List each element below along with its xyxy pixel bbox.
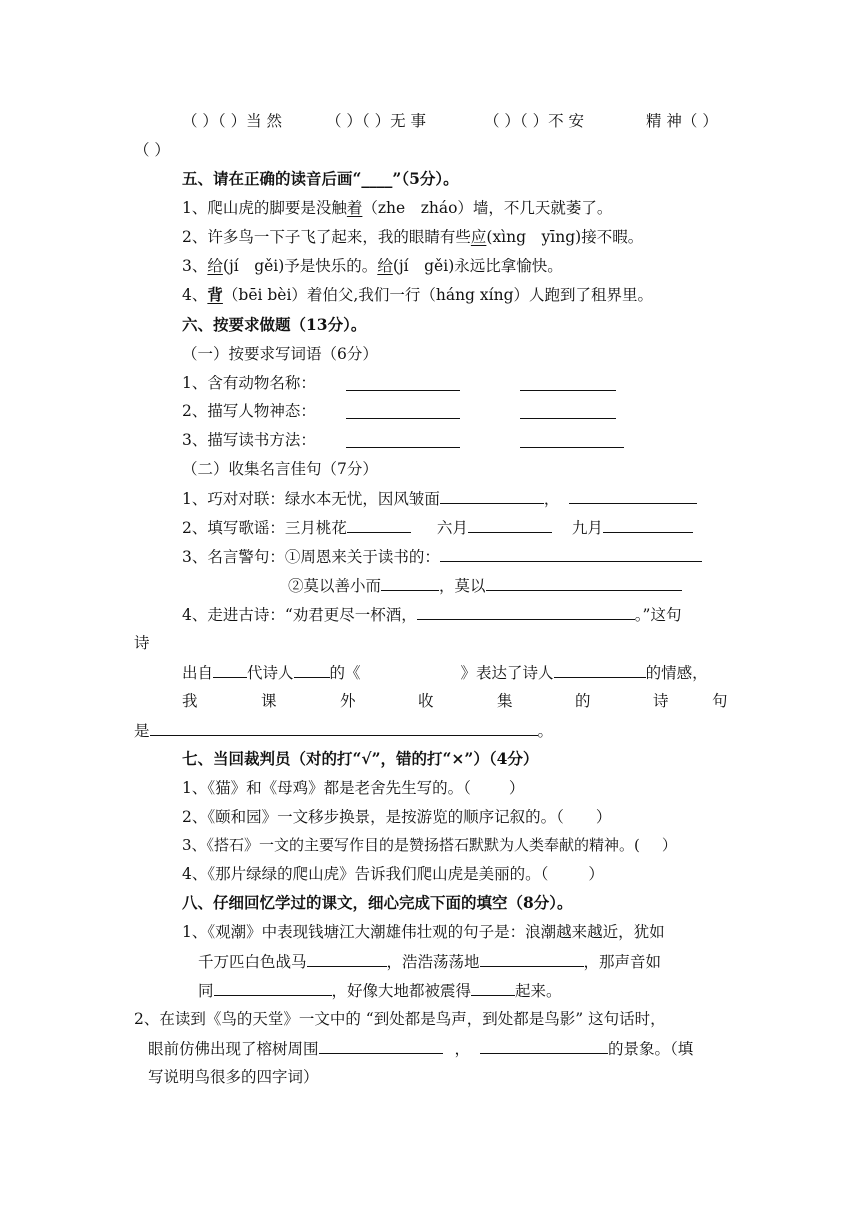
answer-blank[interactable] xyxy=(346,447,460,448)
s6-poem-wrap: 诗 xyxy=(134,634,150,652)
answer-blank[interactable] xyxy=(346,418,460,419)
paren-wrap: （ ） xyxy=(134,141,170,159)
paren-item-3: （ ）（ ）不 安 xyxy=(484,112,585,130)
s7-judge-1: 1、《猫》和《母鸡》都是老舍先生写的。（ ） xyxy=(182,779,525,797)
s8-q1-line2: 千万匹白色战马 ，浩浩荡荡地 ，那声音如 xyxy=(198,950,661,973)
section-7-title: 七、当回裁判员（对的打“√”，错的打“×”）（4分） xyxy=(182,749,539,768)
s6-quote-2: ②莫以善小而 ，莫以 xyxy=(288,574,682,597)
answer-blank[interactable] xyxy=(346,390,460,391)
section-5-title: 五、请在正确的读音后画“____”（5分）。 xyxy=(182,169,459,188)
s6-sub2: （二）收集名言佳句（7分） xyxy=(182,460,378,478)
s6-word-2: 2、描写人物神态： xyxy=(182,402,316,420)
s5-q4: 4、背（bēi bèi）着伯父,我们一行（háng xíng）人跑到了租界里。 xyxy=(182,285,654,304)
s5-q3: 3、给(jí gěi)予是快乐的。给(jí gěi)永远比拿愉快。 xyxy=(182,257,563,275)
s6-ballad: 2、填写歌谣：三月桃花 六月 九月 xyxy=(182,516,693,539)
s5-q2: 2、许多鸟一下子飞了起来，我的眼睛有些应(xìng yīng)接不暇。 xyxy=(182,228,644,246)
answer-blank[interactable] xyxy=(520,447,624,448)
s8-q1-line3: 同 ，好像大地都被震得 起来。 xyxy=(198,979,562,1002)
s6-collect-answer: 是 。 xyxy=(134,719,553,742)
s8-q1-line1: 1、《观潮》中表现钱塘江大潮雄伟壮观的句子是：浪潮越来越近，犹如 xyxy=(182,923,665,941)
s6-poem: 4、走进古诗：“劝君更尽一杯酒， 。”这句 xyxy=(182,603,681,626)
section-8-title: 八、仔细回忆学过的课文，细心完成下面的填空（8分）。 xyxy=(182,893,573,912)
s6-sub1: （一）按要求写词语（6分） xyxy=(182,345,378,363)
s5-q1: 1、爬山虎的脚要是没触着（zhe zháo）墙，不几天就萎了。 xyxy=(182,199,613,217)
s6-quote-1: 3、名言警句：①周恩来关于读书的： xyxy=(182,545,702,568)
paren-item-4: 精 神（ ） xyxy=(646,112,718,130)
section-6-title: 六、按要求做题（13分）。 xyxy=(182,315,367,334)
s6-couplet: 1、巧对对联：绿水本无忧，因风皱面 ， xyxy=(182,487,697,510)
s6-word-3: 3、描写读书方法： xyxy=(182,431,316,449)
paren-item-1: （ ）（ ）当 然 xyxy=(182,112,283,130)
s7-judge-4: 4、《那片绿绿的爬山虎》告诉我们爬山虎是美丽的。（ ） xyxy=(182,865,604,883)
s8-q2-line2: 眼前仿佛出现了榕树周围 ， 的景象。（填 xyxy=(148,1037,693,1060)
s6-word-1: 1、含有动物名称： xyxy=(182,374,316,392)
s6-poem-source: 出自 代诗人 的《 》表达了诗人 的情感， xyxy=(182,661,708,684)
s8-q2-line3: 写说明鸟很多的四字词） xyxy=(148,1068,319,1086)
paren-item-2: （ ）（ ）无 事 xyxy=(326,112,427,130)
s7-judge-2: 2、《颐和园》一文移步换景，是按游览的顺序记叙的。（ ） xyxy=(182,808,612,826)
s7-judge-3: 3、《搭石》一文的主要写作目的是赞扬搭石默默为人类奉献的精神。( ） xyxy=(182,836,677,854)
answer-blank[interactable] xyxy=(520,418,616,419)
answer-blank[interactable] xyxy=(520,390,616,391)
s8-q2-line1: 2、在读到《鸟的天堂》一文中的 “到处都是鸟声，到处都是鸟影” 这句话时， xyxy=(134,1010,666,1028)
